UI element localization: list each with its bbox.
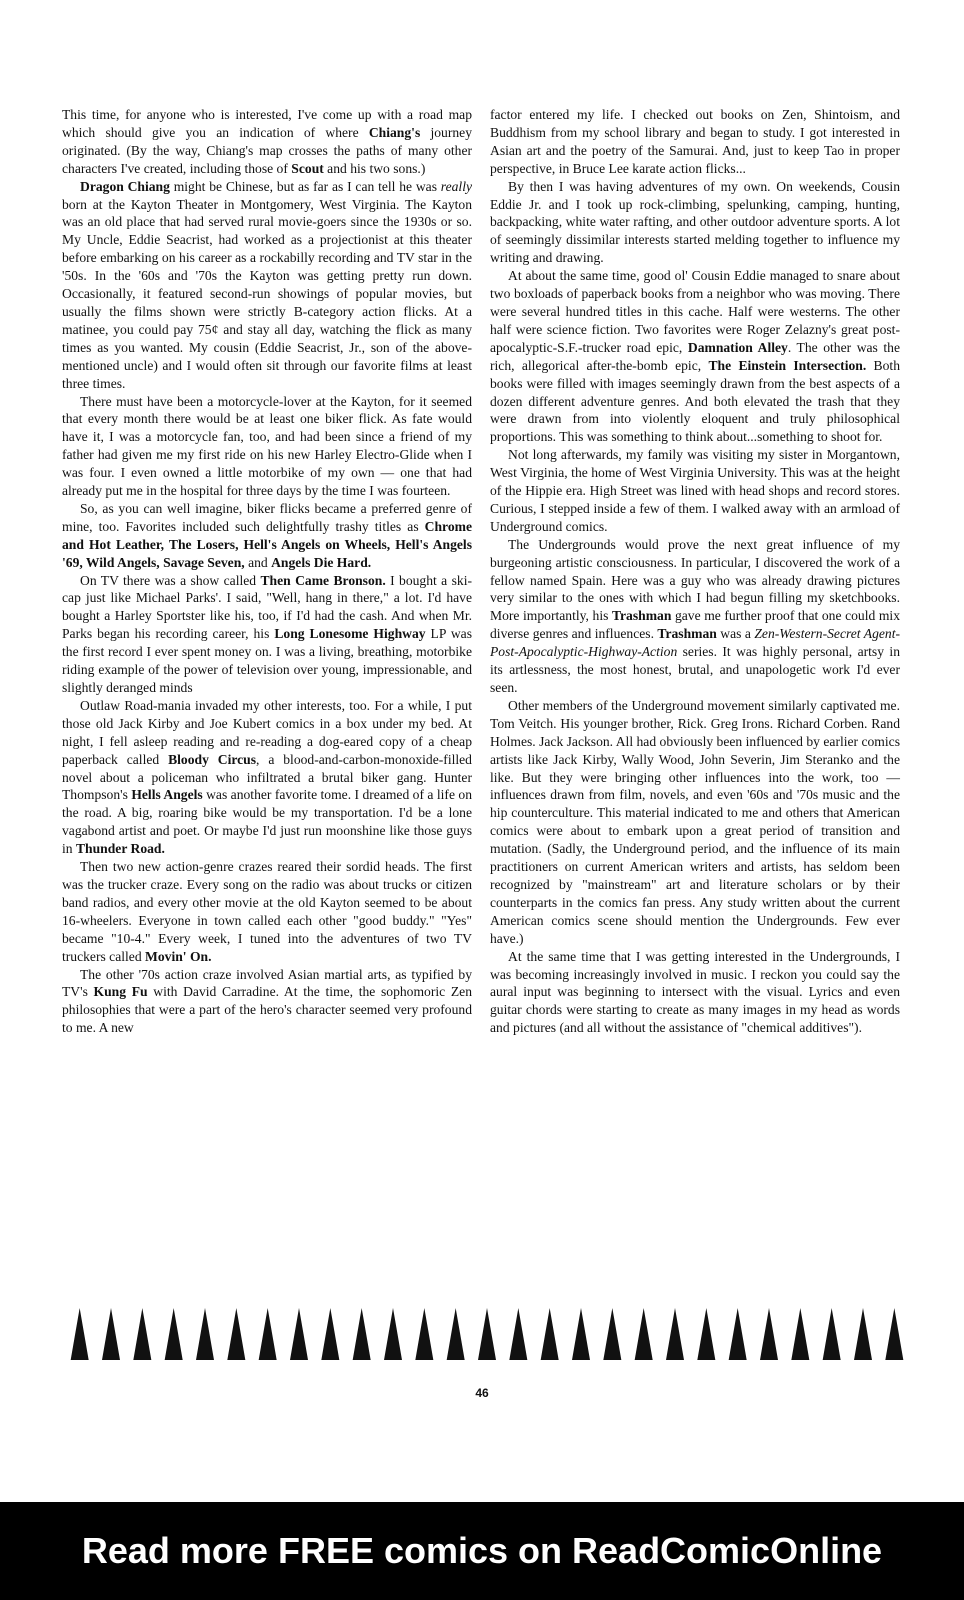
spike-mark: [541, 1308, 559, 1360]
spike-mark: [666, 1308, 684, 1360]
spike-mark: [697, 1308, 715, 1360]
spike-mark: [791, 1308, 809, 1360]
spike-mark: [823, 1308, 841, 1360]
spike-mark: [478, 1308, 496, 1360]
spike-mark: [384, 1308, 402, 1360]
paragraph: Outlaw Road-mania invaded my other interests, too. For a while, I put those old Jack Kirby and Joe Kubert comics in a box under my bed. At night, I fell asleep reading and re-reading a dog-eared copy of a cheap paperback called Bloody Circus, a blood-and-carbon-monoxide-filled novel about a policeman who infiltrated a brutal biker gang. Hunter Thompson's Hells Angels was another favorite tome. I dreamed of a life on the road. A big, roaring bike would be my transportation. I'd be a lone vagabond artist and poet. Or maybe I'd just run moonshine like those guys in Thunder Road.: [62, 697, 472, 857]
paragraph: There must have been a motorcycle-lover at the Kayton, for it seemed that every month there would be at least one biker flick. As fate would have it, I was a motorcycle fan, too, and had been since a friend of my father had given me my first ride on his new Harley Electro-Glide when I was four. I even owned a little motorbike of my own — one that had already put me in the hospital for three days by the time I was fourteen.: [62, 393, 472, 499]
spike-mark: [290, 1308, 308, 1360]
left-text-column: [62, 106, 472, 1037]
paragraph: At the same time that I was getting interested in the Undergrounds, I was becoming increasingly involved in music. I reckon you could say the aural input was beginning to intersect with the visual. Lyrics and even guitar chords were starting to create as many images in my head as words and pictures (and all without the assistance of "chemical additives").: [490, 948, 900, 1036]
spike-mark: [71, 1308, 89, 1360]
spike-mark: [603, 1308, 621, 1360]
paragraph: By then I was having adventures of my own. On weekends, Cousin Eddie Jr. and I took up rock-climbing, spelunking, camping, hunting, backpacking, white water rafting, and other outdoor adventure sports. A lot of seemingly dissimilar interests started melding together to influence my writing and drawing.: [490, 178, 900, 266]
spike-mark: [509, 1308, 527, 1360]
right-text-column: [490, 106, 900, 1037]
spike-mark: [415, 1308, 433, 1360]
paragraph: Other members of the Underground movement similarly captivated me. Tom Veitch. His younger brother, Rick. Greg Irons. Richard Corben. Rand Holmes. Jack Jackson. All had obviously been influenced by earlier comics artists like Jack Kirby, Wally Wood, John Severin, Jim Steranko and the like. But they were bringing other influences into the work, too — influences drawn from film, novels, and even '60s and '70s music and the hip counterculture. This material indicated to me and others that American comics were about to embark upon a great period of transition and mutation. (Sadly, the Underground period, and the influence of its main practitioners on current American writers and artists, has seldom been recognized by "mainstream" art and literature scholars or by their counterparts in the comics fan press. Any study written about the current American comics scene should mention the Undergrounds. Few ever have.): [490, 697, 900, 946]
spike-mark: [165, 1308, 183, 1360]
paragraph: The Undergrounds would prove the next great influence of my burgeoning artistic consciousness. In particular, I discovered the work of a fellow named Spain. Here was a guy who was already drawing pictures very similar to the ones with which I had begun filling my sketchbooks. More importantly, his Trashman gave me further proof that one could mix diverse genres and influences. Trashman was a Zen-Western-Secret Agent-Post-Apocalyptic-Highway-Action series. It was highly personal, artsy in its artlessness, the most honest, brutal, and unapologetic work I'd ever seen.: [490, 536, 901, 695]
spike-mark: [259, 1308, 277, 1360]
spike-mark: [729, 1308, 747, 1360]
spike-mark: [572, 1308, 590, 1360]
promo-banner[interactable]: Read more FREE comics on ReadComicOnline: [0, 1502, 964, 1600]
spike-mark: [227, 1308, 245, 1360]
spike-mark: [885, 1308, 903, 1360]
spike-mark: [447, 1308, 465, 1360]
spike-mark: [353, 1308, 371, 1360]
paragraph: On TV there was a show called Then Came Bronson. I bought a ski-cap just like Michael Parks'. I said, "Well, hang in there," a lot. I'd have bought a Harley Sportster like his, too, if I'd had the cash. And when Mr. Parks began his recording career, his Long Lonesome Highway LP was the first record I ever spent money on. I was a living, breathing, motorbike riding example of the power of television over young, impressionable, and slightly deranged minds: [62, 572, 472, 695]
paragraph: So, as you can well imagine, biker flicks became a preferred genre of mine, too. Favorites included such delightfully trashy titles as Chrome and Hot Leather, The Losers, Hell's Angels on Wheels, Hell's Angels '69, Wild Angels, Savage Seven, and Angels Die Hard.: [62, 500, 472, 570]
paragraph: Not long afterwards, my family was visiting my sister in Morgantown, West Virginia, the home of West Virginia University. This was at the height of the Hippie era. High Street was lined with head shops and record stores. Curious, I stepped inside a few of them. I walked away with an armload of Underground comics.: [490, 447, 900, 534]
paragraph: At about the same time, good ol' Cousin Eddie managed to snare about two boxloads of paperback books from a neighbor who was moving. There were several hundred titles in this cache. Half were westerns. The other half were science fiction. Two favorites were Roger Zelazny's great post-apocalyptic-S.F.-trucker road epic, Damnation Alley. The other was the rich, allegorical after-the-bomb epic, The Einstein Intersection. Both books were filled with images seemingly drawn from the best aspects of a dozen different adventure genres. And both elevated the trash that they were drawn from into violently eloquent and truly philosophical proportions. This was something to think about...something to shoot for.: [490, 268, 901, 445]
spike-mark: [321, 1308, 339, 1360]
spike-mark: [196, 1308, 214, 1360]
spike-mark: [102, 1308, 120, 1360]
paragraph: factor entered my life. I checked out books on Zen, Shintoism, and Buddhism from my school library and began to study. I got interested in Asian art and the poetry of the Samurai. And, just to keep Tao in proper perspective, in Bruce Lee karate action flicks...: [490, 107, 900, 176]
paragraph: This time, for anyone who is interested, I've come up with a road map which should give you an indication of where Chiang's journey originated. (By the way, Chiang's map crosses the paths of many other characters I've created, including those of Scout and his two sons.): [62, 107, 472, 176]
paragraph: Dragon Chiang might be Chinese, but as far as I can tell he was really born at the Kayton Theater in Montgomery, West Virginia. The Kayton was an old place that had served rural movie-goers since the 1930s or so. My Uncle, Eddie Seacrist, had worked as a projectionist at this theater before embarking on his career as a rockabilly recording and TV star in the '50s. In the '60s and '70s the Kayton was getting pretty run down. Occasionally, it featured second-run showings of popular movies, but usually the films shown were strictly B-category action flicks. At a matinee, you could pay 75¢ and stay all day, watching the flick as many times as you wanted. My cousin (Eddie Seacrist, Jr., son of the above-mentioned uncle) and I would often sit through our favorite films at least three times.: [62, 178, 472, 391]
page-number: 46: [475, 1386, 489, 1400]
paragraph: The other '70s action craze involved Asian martial arts, as typified by TV's Kung Fu with David Carradine. At the time, the sophomoric Zen philosophies that were a part of the hero's character seemed very profound to me. A new: [62, 966, 473, 1036]
paragraph: Then two new action-genre crazes reared their sordid heads. The first was the trucker craze. Every song on the radio was about trucks or citizen band radios, and every other movie at the old Kayton seemed to be about 16-wheelers. Everyone in town called each other "good buddy." "Yes" became "10-4." Every week, I tuned into the adventures of two TV truckers called Movin' On.: [62, 859, 472, 964]
spike-divider: [64, 1308, 910, 1360]
spike-mark: [635, 1308, 653, 1360]
spike-mark: [854, 1308, 872, 1360]
spike-mark: [133, 1308, 151, 1360]
spike-mark: [760, 1308, 778, 1360]
